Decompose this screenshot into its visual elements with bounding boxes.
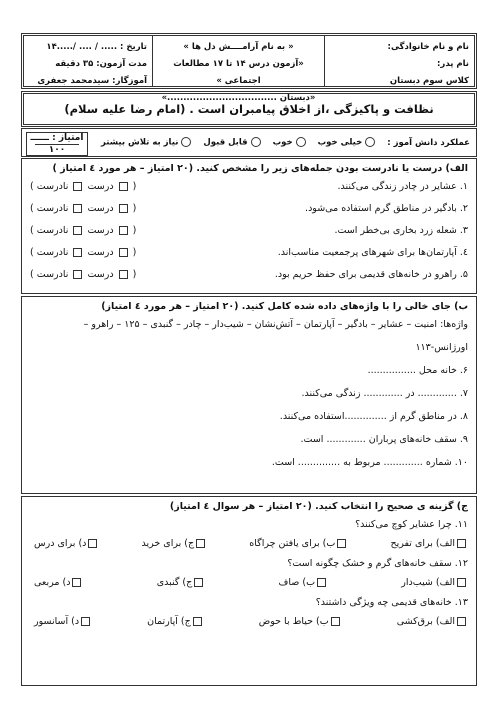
option-d[interactable]: د) آسانسور [34, 616, 92, 627]
motto-text: نظافت و پاکیزگی ،از اخلاق پیامبران است . (امام رضا علیه سلام) [64, 102, 434, 116]
checkbox-icon[interactable] [88, 539, 97, 548]
checkbox-icon[interactable] [457, 539, 466, 548]
option-c[interactable]: ج) آپارتمان [147, 616, 204, 627]
blank-item: ۹. سقف خانه‌های پرباران ............. است. [300, 434, 468, 445]
score-label: امتیاز : ــــــ [30, 133, 84, 143]
school-name: «دبستان ..................................» [161, 93, 316, 103]
blank-item: ۷. ............. در ............. زندگی می‌کنند. [301, 388, 468, 399]
exam-header [21, 33, 477, 103]
checkbox-icon[interactable] [73, 270, 82, 279]
checkbox-icon[interactable] [73, 182, 82, 191]
motto-banner [21, 91, 477, 127]
section-multiple-choice [21, 496, 477, 686]
option-b[interactable]: ب) صاف [279, 577, 328, 588]
radio-circle-icon [296, 137, 306, 147]
checkbox-icon[interactable] [73, 204, 82, 213]
basmala: « به نام آرامــــش دل ها » [183, 42, 294, 52]
tf-choices[interactable]: ( درست نادرست ) [30, 203, 137, 214]
option-c[interactable]: ج) گنبدی [157, 577, 206, 588]
tf-item: ۱. عشایر در چادر زندگی می‌کنند. ( درست نادرست ) [30, 181, 468, 192]
option-very-good[interactable]: خیلی خوب [318, 137, 376, 148]
option-b[interactable]: ب) برای یافتن چراگاه [249, 538, 348, 549]
student-info [324, 36, 474, 86]
checkbox-icon[interactable] [72, 578, 81, 587]
blank-item: ۶. خانه محل ................ [367, 365, 468, 376]
checkbox-icon[interactable] [119, 248, 128, 257]
option-needs-effort[interactable]: نیاز به تلاش بیشتر [101, 137, 191, 148]
option-c[interactable]: ج) برای خرید [142, 538, 208, 549]
checkbox-icon[interactable] [119, 182, 128, 191]
teacher-name: آموزگار: سیدمحمد جعفری [37, 76, 147, 86]
question-options [30, 577, 468, 588]
performance-label: عملکرد دانش آموز : [387, 137, 470, 148]
tf-choices[interactable]: ( درست نادرست ) [30, 181, 137, 192]
option-b[interactable]: ب) حیاط با حوض [259, 616, 342, 627]
question-text: ۱۱. چرا عشایر کوچ می‌کنند؟ [355, 519, 468, 530]
word-bank-cont: اورژانس-۱۱۳ [415, 342, 468, 353]
exam-date: تاریخ : ..... / .... /.....۱۴ [46, 42, 147, 52]
blank-item: ۸. در مناطق گرم از ..............استفاده می‌کنند. [279, 411, 468, 422]
checkbox-icon[interactable] [194, 578, 203, 587]
question-options [30, 538, 468, 549]
tf-choices[interactable]: ( درست نادرست ) [30, 225, 137, 236]
checkbox-icon[interactable] [457, 617, 466, 626]
option-good[interactable]: خوب [273, 137, 306, 148]
tf-choices[interactable]: ( درست نادرست ) [30, 247, 137, 258]
radio-circle-icon [365, 137, 375, 147]
option-a[interactable]: الف) برای تفریح [390, 538, 468, 549]
tf-item: ۵. راهرو در خانه‌های قدیمی برای حفظ حریم بود. ( درست نادرست ) [30, 269, 468, 280]
question-text: ۱۲. سقف خانه‌های گرم و خشک چگونه است؟ [287, 558, 468, 569]
tf-choices[interactable]: ( درست نادرست ) [30, 269, 137, 280]
checkbox-icon[interactable] [337, 539, 346, 548]
section-b-title: ب) جای خالی را با واژه‌های داده شده کامل کنید. (۲۰ امتیاز – هر مورد ٤ امتیاز) [101, 301, 468, 312]
section-a-title: الف) درست یا نادرست بودن جمله‌های زیر را مشخص کنید. (۲۰ امتیاز – هر مورد ٤ امتیاز ) [52, 163, 468, 174]
tf-item: ٤. آپارتمان‌ها برای شهرهای پرجمعیت مناسب‌اند. ( درست نادرست ) [30, 247, 468, 258]
performance-row [21, 128, 477, 157]
section-true-false [21, 158, 477, 294]
tf-item: ۳. شعله زرد بخاری بی‌خطر است. ( درست نادرست ) [30, 225, 468, 236]
checkbox-icon[interactable] [457, 578, 466, 587]
exam-duration: مدت آزمون: ۳۵ دقیقه [55, 59, 147, 69]
section-fill-blank [21, 296, 477, 494]
blank-item: ۱۰. شماره ............. مربوط به .............. است. [271, 457, 468, 468]
radio-circle-icon [251, 137, 261, 147]
option-a[interactable]: الف) شیب‌دار [401, 577, 468, 588]
option-acceptable[interactable]: قابل قبول [203, 137, 260, 148]
option-d[interactable]: د) برای درس [34, 538, 99, 549]
checkbox-icon[interactable] [193, 617, 202, 626]
checkbox-icon[interactable] [331, 617, 340, 626]
exam-meta [24, 36, 152, 86]
question-options [30, 616, 468, 627]
option-a[interactable]: الف) برق‌کشی [397, 616, 468, 627]
word-bank: واژه‌ها: امنیت – عشایر – بادگیر – آپارتمان – آتش‌نشان – شیب‌دار – چادر – گنبدی – ۱۲۵ – راهرو – [83, 319, 468, 330]
exam-title [152, 36, 324, 103]
score-total: ۱۰۰ [35, 144, 79, 156]
checkbox-icon[interactable] [119, 226, 128, 235]
checkbox-icon[interactable] [119, 204, 128, 213]
radio-circle-icon [181, 137, 191, 147]
checkbox-icon[interactable] [73, 226, 82, 235]
tf-item: ۲. بادگیر در مناطق گرم استفاده می‌شود. ( درست نادرست ) [30, 203, 468, 214]
class-label: کلاس سوم دبستان [389, 76, 469, 86]
checkbox-icon[interactable] [196, 539, 205, 548]
option-d[interactable]: د) مربعی [34, 577, 83, 588]
score-box [26, 132, 88, 156]
father-name-field: نام پدر: [437, 59, 469, 69]
checkbox-icon[interactable] [81, 617, 90, 626]
exam-subject: «آزمون درس ۱۴ تا ۱۷ مطالعات اجتماعی » [173, 59, 304, 86]
checkbox-icon[interactable] [119, 270, 128, 279]
question-text: ۱۳. خانه‌های قدیمی چه ویژگی داشتند؟ [315, 597, 468, 608]
student-name-field: نام و نام خانوادگی: [387, 42, 469, 52]
section-c-title: ج) گزینه ی صحیح را انتخاب کنید. (۲۰ امتیاز – هر سوال ٤ امتیاز) [169, 501, 468, 512]
checkbox-icon[interactable] [317, 578, 326, 587]
checkbox-icon[interactable] [73, 248, 82, 257]
